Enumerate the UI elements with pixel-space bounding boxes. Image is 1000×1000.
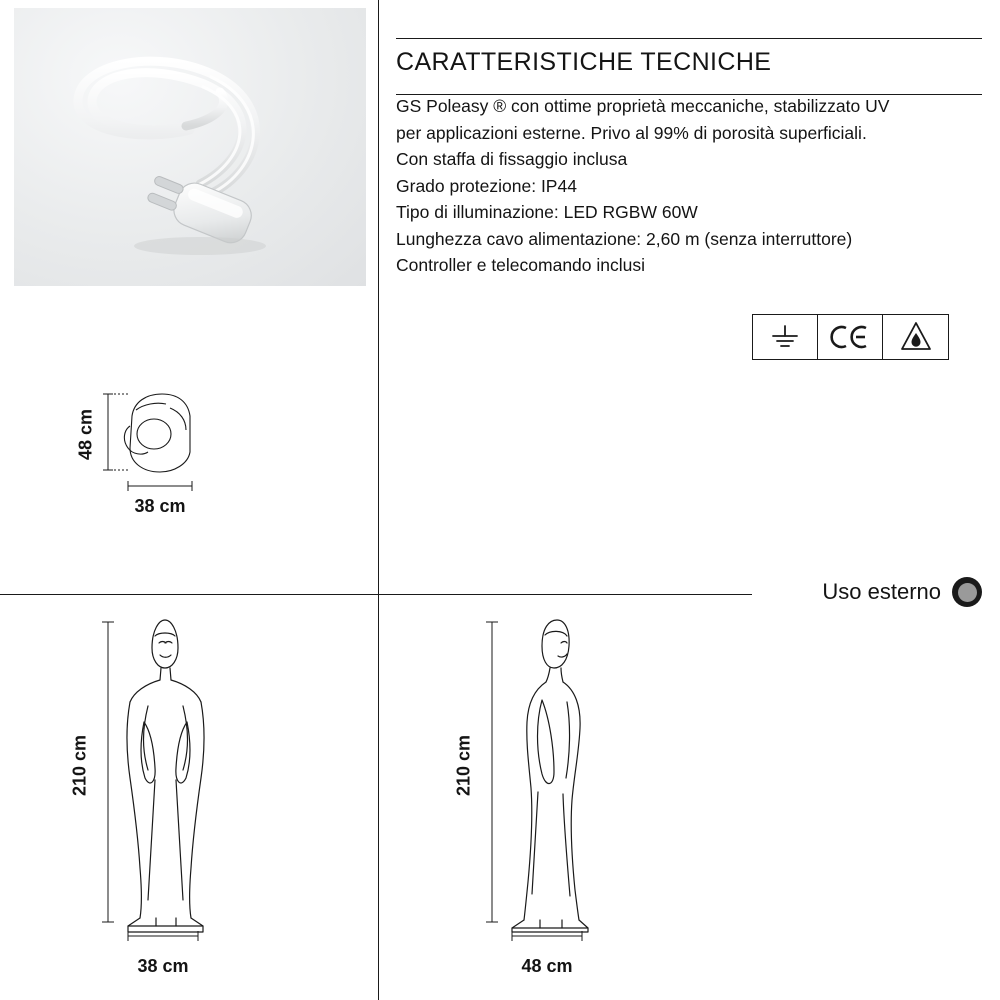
ce-mark-icon bbox=[818, 315, 883, 359]
spec-line: Con staffa di fissaggio inclusa bbox=[396, 149, 628, 169]
figure-side-width-label: 48 cm bbox=[521, 956, 573, 976]
figure-front-view bbox=[60, 610, 370, 1000]
product-photo bbox=[14, 8, 366, 286]
figure-front-line-art bbox=[60, 610, 370, 950]
certification-marks bbox=[752, 314, 949, 360]
divider-vertical-top bbox=[378, 0, 379, 594]
figure-front-height-label: 210 cm bbox=[69, 734, 90, 797]
divider-above-spec-title bbox=[396, 38, 982, 39]
spec-line: Tipo di illuminazione: LED RGBW 60W bbox=[396, 202, 698, 222]
bracket-dimension-drawing bbox=[70, 386, 300, 526]
spec-line: Grado protezione: IP44 bbox=[396, 175, 577, 196]
technical-specs-block bbox=[396, 48, 982, 279]
spec-line: per applicazioni esterne. Privo al 99% di porosità superficiali. bbox=[396, 122, 867, 143]
divider-horizontal-middle bbox=[0, 594, 752, 595]
divider-vertical-bottom bbox=[378, 594, 379, 1000]
spec-line: Lunghezza cavo alimentazione: 2,60 m (senza interruttore) bbox=[396, 228, 853, 249]
figure-side-line-art bbox=[430, 610, 740, 950]
figure-side-view bbox=[430, 610, 740, 1000]
spec-line: Controller e telecomando inclusi bbox=[396, 255, 646, 275]
spec-lines-list bbox=[396, 93, 982, 279]
bracket-width-label: 38 cm bbox=[134, 496, 186, 516]
water-drop-warning-icon bbox=[883, 315, 948, 359]
power-cable-illustration bbox=[14, 8, 366, 286]
earth-ground-icon bbox=[753, 315, 818, 359]
bracket-height-label: 48 cm bbox=[75, 408, 96, 461]
figure-side-height-label: 210 cm bbox=[453, 734, 474, 797]
spec-line: GS Poleasy ® con ottime proprietà meccaniche, stabilizzato UV bbox=[396, 96, 890, 116]
page-title: CARATTERISTICHE TECNICHE bbox=[396, 48, 772, 76]
outdoor-use-badge bbox=[822, 577, 982, 607]
outdoor-use-dot-icon bbox=[952, 577, 982, 607]
figure-front-width-label: 38 cm bbox=[137, 956, 189, 976]
outdoor-use-label: Uso esterno bbox=[822, 579, 941, 604]
